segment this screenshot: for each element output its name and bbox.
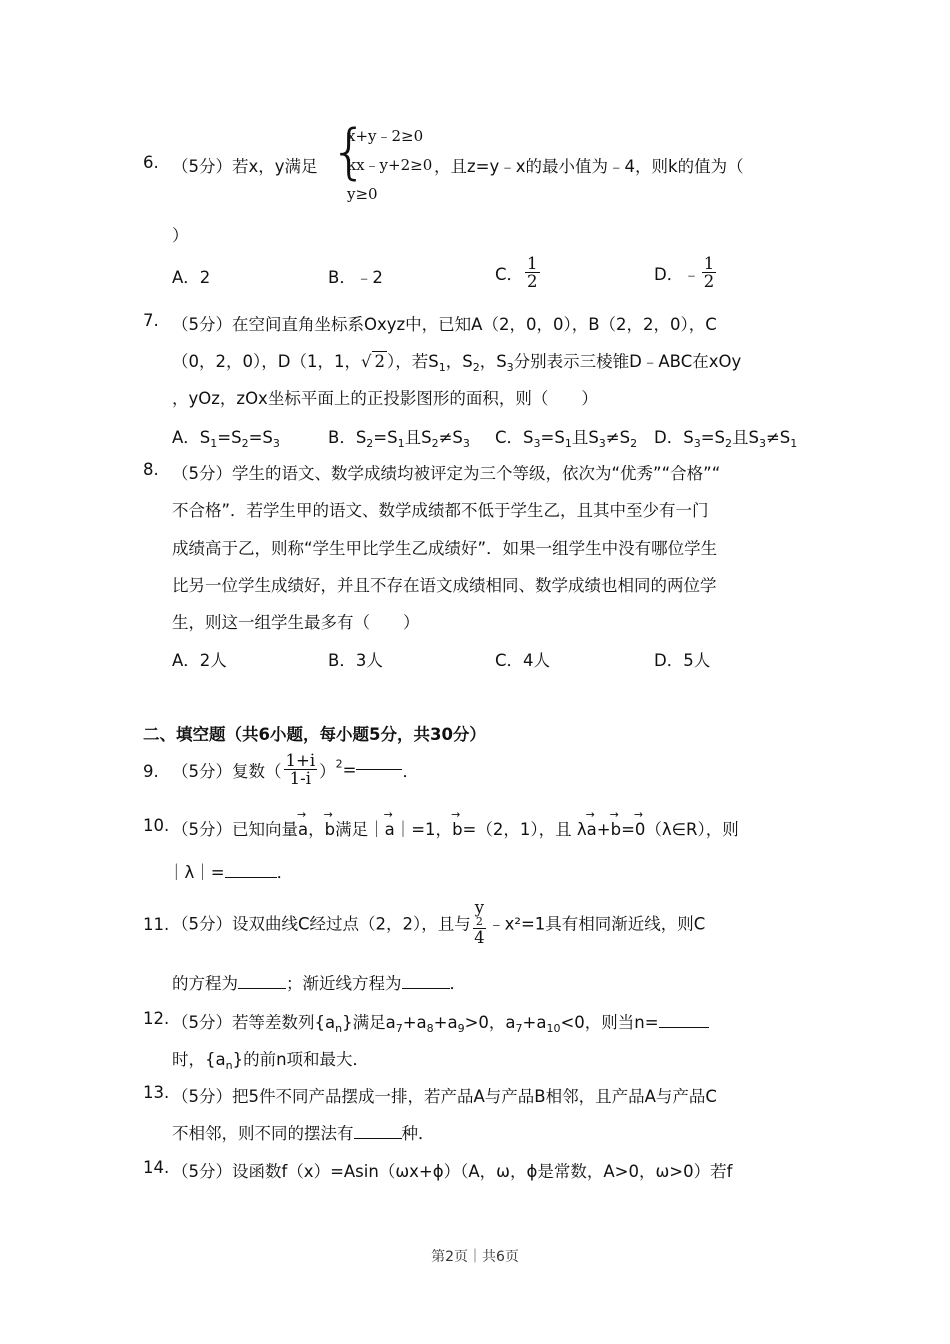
q6-close-paren: ） — [172, 226, 189, 245]
q10-line-1: （5分）已知向量→ a，→ b满足｜→ a｜=1，→ b=（2，1），且 λ→ a+→ b=→ 0（λ∈R），则 — [172, 816, 739, 840]
q11-line-1: （5分）设双曲线C经过点（2，2），且与 y 2 4 ﹣x²=1具有相同渐近线，则C — [172, 898, 706, 947]
q8-line-4: 比另一位学生成绩好，并且不存在语文成绩相同、数学成绩也相同的两位学 — [172, 576, 717, 595]
q12-answer-blank[interactable] — [659, 1027, 709, 1028]
q6-option-b: B．﹣2 — [328, 268, 383, 287]
q11-number: 11. — [143, 915, 170, 934]
page-footer: 第2页｜共6页 — [431, 1249, 519, 1265]
q12-number: 12. — [143, 1009, 170, 1028]
q7-line-3: ，yOz，zOx坐标平面上的正投影图形的面积，则（ ） — [172, 389, 598, 408]
q6-system-brace: { — [330, 117, 369, 187]
q6-option-d-fraction: $\frac{1}{2}$ — [703, 254, 715, 292]
q12-line-2: 时，$\{a_n\}$的前n项和最大． — [172, 1050, 370, 1072]
q7-line-1: （5分）在空间直角坐标系Oxyz中，已知A（2，0，0），B（2，2，0），C — [172, 315, 717, 334]
q11-equation-blank[interactable] — [238, 988, 286, 989]
q8-line-1: （5分）学生的语文、数学成绩均被评定为三个等级，依次为“优秀”“合格”“ — [172, 464, 721, 483]
q9-number: 9. — [143, 762, 159, 781]
q8-line-2: 不合格”．若学生甲的语文、数学成绩都不低于学生乙，且其中至少有一门 — [172, 501, 709, 520]
q10-number: 10. — [143, 816, 170, 835]
q9-stem: （5分）复数（ $\frac{1+i}{1-i}$ ）$^2$= ． — [172, 751, 419, 789]
q8-option-d: D．5人 — [654, 651, 711, 670]
q8-number: 8. — [143, 460, 159, 479]
q13-number: 13. — [143, 1083, 170, 1102]
q7-sqrt-value: 2 — [374, 352, 385, 371]
q6-option-c-fraction: $\frac{1}{2}$ — [527, 254, 538, 292]
q10-answer-blank[interactable] — [225, 877, 277, 878]
q7-option-b: B．$S_2=S_1$且$S_2\ne S_3$ — [328, 428, 470, 450]
q8-option-c: C．4人 — [495, 651, 551, 670]
q6-ineq-3: y≥0 — [347, 185, 378, 203]
q6-number: 6. — [143, 153, 159, 172]
q11-asymptote-blank[interactable] — [402, 988, 450, 989]
q10-line-2: ｜λ｜= ． — [168, 863, 294, 882]
q11-line-2: 的方程为 ；渐近线方程为 ． — [172, 974, 466, 993]
q6-stem-post: ，且z=y﹣x的最小值为﹣4，则k的值为（ — [434, 157, 744, 176]
q14-number: 14. — [143, 1158, 170, 1177]
section-2-title: 二、填空题（共6小题，每小题5分，共30分） — [143, 725, 486, 744]
q8-option-a: A．2人 — [172, 651, 227, 670]
q14-line-1: （5分）设函数f（x）=Asin（ωx+ϕ）（A，ω，ϕ是常数，A>0，ω>0）若f — [172, 1162, 733, 1181]
q12-line-1: （5分）若等差数列$\{a_n\}$满足$a_7+a_8+a_9>0$，$a_7+a_{10}<0$，则当n= — [172, 1009, 709, 1035]
q7-option-a: A．$S_1=S_2=S_3$ — [172, 428, 280, 450]
q6-inequality-system — [347, 122, 432, 209]
q7-number: 7. — [143, 311, 159, 330]
q6-ineq-1: x+y﹣2≥0 — [347, 127, 424, 145]
q13-answer-blank[interactable] — [354, 1138, 402, 1139]
q6-ineq-2: kx﹣y+2≥0 — [347, 156, 433, 174]
q6-option-d: D．﹣ $\frac{1}{2}$ — [654, 254, 715, 292]
q8-option-b: B．3人 — [328, 651, 383, 670]
q6-option-a: A．2 — [172, 268, 211, 287]
q6-option-c: C． $\frac{1}{2}$ — [495, 254, 538, 292]
q9-answer-blank[interactable] — [356, 769, 402, 770]
q7-option-d: D．$S_3=S_2$且$S_3\ne S_1$ — [654, 428, 798, 450]
q8-line-5: 生，则这一组学生最多有（ ） — [172, 613, 420, 632]
q13-line-2: 不相邻，则不同的摆法有 种． — [172, 1124, 435, 1143]
q7-option-c: C．$S_3=S_1$且$S_3\ne S_2$ — [495, 428, 638, 450]
q7-line-2: （0，2，0），D（1，1，√ 2 ），若$S_1$，$S_2$，$S_3$分别表示三棱锥D﹣ABC在xOy — [172, 352, 742, 374]
q8-line-3: 成绩高于乙，则称“学生甲比学生乙成绩好”．如果一组学生中没有哪位学生 — [172, 539, 718, 558]
q11-fraction: y 2 4 — [474, 898, 485, 947]
q13-line-1: （5分）把5件不同产品摆成一排，若产品A与产品B相邻，且产品A与产品C — [172, 1087, 717, 1106]
q9-fraction: $\frac{1+i}{1-i}$ — [285, 751, 316, 789]
q6-stem: （5分）若x，y满足 — [172, 157, 318, 176]
